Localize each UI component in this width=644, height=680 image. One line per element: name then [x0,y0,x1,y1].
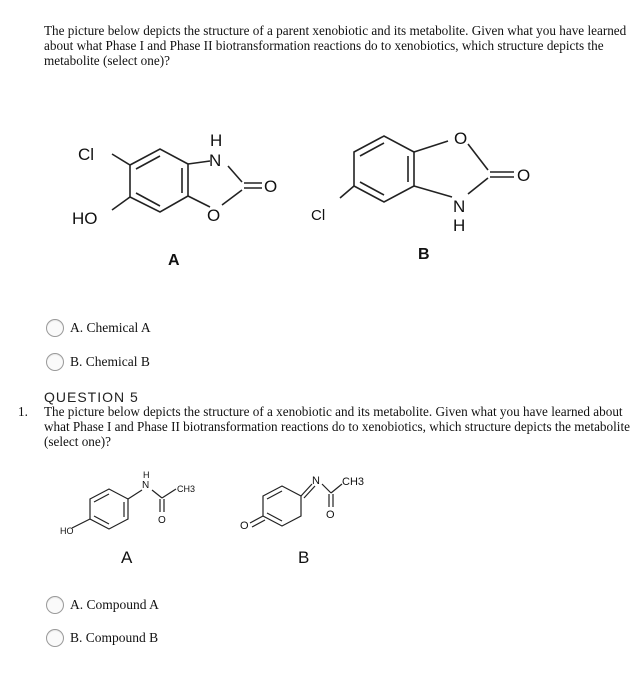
option-label: B. Compound B [70,630,159,645]
atom-n-b: N [453,197,466,216]
atom-h-a: H [210,131,223,150]
question4-prompt: The picture below depicts the structure of a parent xenobiotic and its metabolite. Given what you have learned about what Phase I and Phase II biotransformation reactions do to xenobiotics, which structure depicts the metabolite (select one)? [44,23,627,68]
atom-n-5a: N [142,480,150,491]
atom-n-5b: N [312,475,320,487]
atom-ch3-5b: CH3 [342,476,365,488]
option-label: A. Compound A [70,597,159,612]
atom-ho-5a: HO [60,526,74,536]
figure-label-a: A [168,252,180,269]
atom-ho-a: HO [72,209,98,228]
atom-o-5a: O [158,515,166,526]
figure-label-b: B [418,246,430,263]
atom-o-ring-b: O [454,129,468,148]
atom-ch3-5a: CH3 [177,484,196,494]
question5-number: 1. [18,404,28,419]
atom-h-b: H [453,216,466,235]
atom-o-keto-b: O [517,166,531,185]
q5-figure-label-a: A [121,548,133,567]
question5-heading: QUESTION 5 [44,389,139,405]
question5-prompt: The picture below depicts the structure of a xenobiotic and its metabolite. Given what you have learned about what Phase I and Phase II biotransformation reactions do to xenobiotics, which structure depicts the metabolite (select one)? [44,404,630,449]
atom-n-a: N [209,151,222,170]
atom-h-5a: H [143,470,150,480]
radio-button-icon[interactable] [46,596,64,614]
q5-figure-label-b: B [298,548,310,567]
option-compound-a[interactable] [46,596,159,614]
atom-o-quinone-5b: O [240,520,249,532]
atom-o-5b: O [326,509,335,521]
atom-o-ring-a: O [207,206,221,225]
atom-cl-b: Cl [311,207,326,224]
option-label: A. Chemical A [70,320,151,335]
atom-cl-a: Cl [78,145,95,164]
atom-o-keto-a: O [264,177,278,196]
option-label: B. Chemical B [70,354,150,369]
option-compound-b[interactable] [46,629,158,647]
radio-button-icon[interactable] [46,629,64,647]
